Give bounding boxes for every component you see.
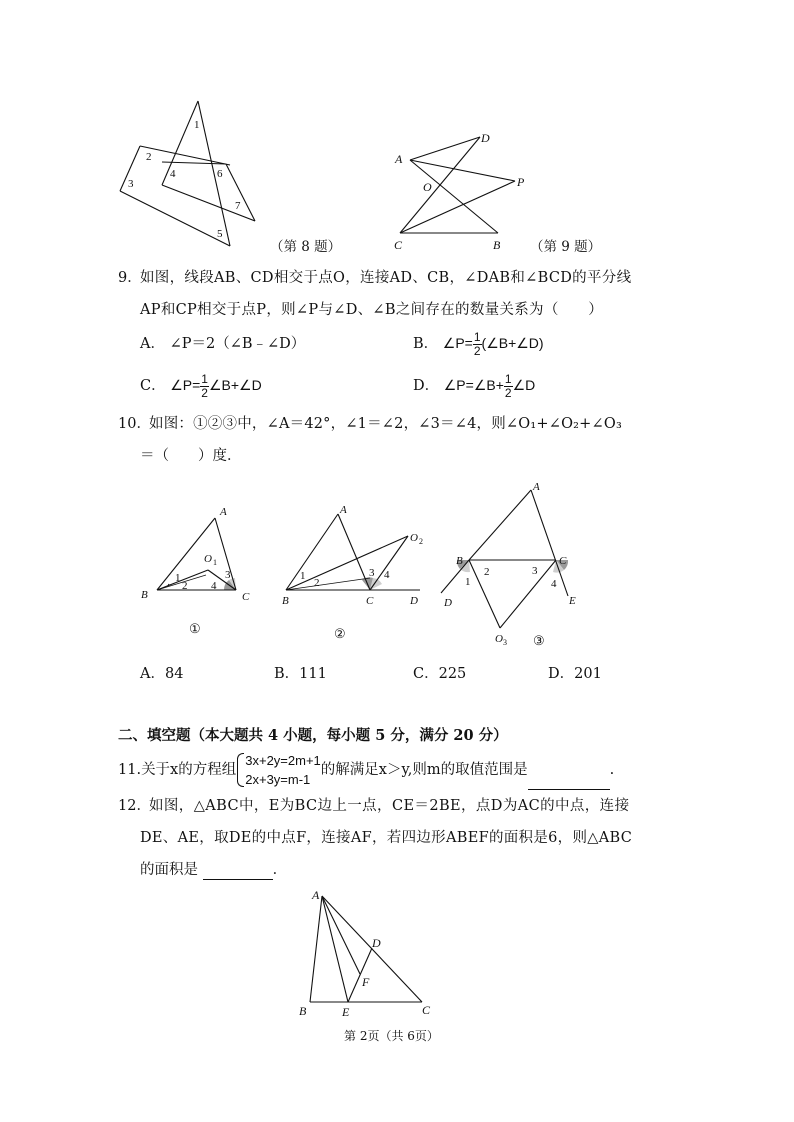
option-value: 111 <box>299 666 327 682</box>
fig10-2-label: O <box>410 532 418 544</box>
fig8-label: 4 <box>170 168 176 180</box>
page-footer: 第 2页（共 6页） <box>344 1029 439 1043</box>
q9-option-a[interactable] <box>140 334 305 354</box>
fig12-label: D <box>372 936 381 950</box>
option-label: B． <box>413 336 439 352</box>
q12-stem-line1: 如图，△ABC中，E为BC边上一点，CE＝2BE，点D为AC的中点，连接 <box>149 798 630 814</box>
figure-10-2 <box>278 500 428 645</box>
fig10-3-segment <box>531 490 568 596</box>
fig10-1-label: 1 <box>213 558 217 567</box>
figure-10-3 <box>436 478 596 653</box>
q9-stem-line1: 如图，线段AB、CD相交于点O，连接AD、CB，∠DAB和∠BCD的平分线 <box>140 270 632 286</box>
fig12-segment <box>322 896 348 1002</box>
q10-option-a[interactable] <box>140 664 183 684</box>
option-label: C． <box>140 378 166 394</box>
q11-suffix: 的解满足x＞y,则m的取值范围是 <box>320 762 528 778</box>
equation-1: 3x+2y=2m+1 <box>245 753 321 768</box>
option-value: 201 <box>574 666 602 682</box>
fig10-3-caption: ③ <box>533 633 545 648</box>
fig10-3-label: O <box>495 633 503 645</box>
figure-12 <box>296 884 446 1019</box>
fig8-label: 6 <box>217 168 223 180</box>
fig10-3-label: 4 <box>551 578 557 590</box>
fig8-segment <box>140 146 230 165</box>
fig10-1-label: A <box>220 506 227 518</box>
fig10-2-label: C <box>366 595 374 607</box>
fig12-segment <box>310 896 322 1002</box>
figure-9 <box>390 125 540 255</box>
fig12-label: E <box>342 1005 350 1019</box>
fig12-label: F <box>362 975 370 989</box>
option-text: ∠P＝2（∠B﹣∠D） <box>169 336 306 352</box>
fig8-label: 3 <box>128 178 134 190</box>
answer-blank[interactable] <box>528 771 610 790</box>
q10-option-c[interactable] <box>413 664 466 684</box>
fig10-2-label: 1 <box>300 570 306 582</box>
q12-number: 12． <box>118 798 151 814</box>
option-label: A． <box>140 336 165 352</box>
fraction-half: $\frac{1}{2}$ <box>473 329 481 358</box>
fig10-2-label: 4 <box>384 569 390 581</box>
fig9-label: O <box>423 180 432 194</box>
equation-2: 2x+3y=m-1 <box>245 772 311 787</box>
option-prefix: ∠P= <box>170 377 201 393</box>
fig8-segment <box>162 185 255 221</box>
option-value: 84 <box>164 666 184 682</box>
q9-option-d[interactable] <box>413 368 535 403</box>
fig10-2-caption: ② <box>334 626 346 641</box>
q10-option-d[interactable] <box>548 664 602 684</box>
fig10-3-label: 1 <box>465 576 471 588</box>
equation-system <box>236 751 321 789</box>
fig8-caption: （第 8 题） <box>270 239 342 255</box>
q9-option-b[interactable] <box>413 326 544 361</box>
fig8-label: 2 <box>146 151 152 163</box>
option-label: C． <box>413 666 439 682</box>
fig9-label: C <box>394 238 403 252</box>
figure-8 <box>110 95 290 255</box>
answer-blank[interactable] <box>203 861 273 880</box>
fig10-3-label: E <box>569 595 576 607</box>
q11-number: 11. <box>118 762 142 778</box>
fig8-segment <box>162 101 198 185</box>
fig10-3-label: B <box>456 555 463 567</box>
q10-stem-line1: 如图：①②③中，∠A＝42°，∠1＝∠2，∠3＝∠4，则∠O₁+∠O₂+∠O₃ <box>149 416 622 432</box>
fig10-3-segment <box>500 560 556 628</box>
fig10-2-label: B <box>282 595 289 607</box>
fig10-1-label: B <box>141 589 148 601</box>
fig10-3-segment <box>469 490 531 560</box>
option-suffix: ∠B+∠D <box>208 377 262 393</box>
fig10-1-label: 4 <box>211 580 217 592</box>
option-suffix: (∠B+∠D) <box>481 335 544 351</box>
fig10-2-label: 2 <box>419 537 423 546</box>
q11-end: . <box>609 762 615 778</box>
option-value: 225 <box>438 666 467 682</box>
fig10-2-label: 2 <box>314 577 320 589</box>
fig10-3-label: A <box>533 481 540 493</box>
fig10-3-label: C <box>559 555 567 567</box>
fig9-label: D <box>481 131 490 145</box>
fig10-1-label: 2 <box>182 580 188 592</box>
fig12-segment <box>322 896 360 974</box>
q9-number: 9． <box>118 270 142 286</box>
fig8-label: 5 <box>217 228 223 240</box>
section-title: 二、填空题（本大题共 4 小题，每小题 5 分，满分 20 分） <box>118 727 508 744</box>
fig10-1-label: O <box>204 553 212 565</box>
fig9-segment <box>410 137 480 160</box>
option-label: B． <box>274 666 300 682</box>
fig10-2-label: A <box>340 504 347 516</box>
q12-stem-line2: DE、AE，取DE的中点F，连接AF，若四边形ABEF的面积是6，则△ABC <box>140 830 633 846</box>
q10-number: 10． <box>118 416 151 432</box>
fig10-3-label: D <box>444 597 452 609</box>
fig10-1-caption: ① <box>189 621 201 636</box>
q11 <box>118 750 614 790</box>
option-suffix: ∠D <box>512 377 536 393</box>
option-label: D． <box>413 378 440 394</box>
q10-option-b[interactable] <box>274 664 327 684</box>
fig9-segment <box>400 137 480 233</box>
fraction-half: $\frac{1}{2}$ <box>504 371 512 400</box>
fig8-segment <box>198 101 230 246</box>
fig9-caption: （第 9 题） <box>530 239 602 255</box>
q11-prefix: 关于x的方程组 <box>141 762 237 778</box>
fig8-segment <box>226 164 255 221</box>
q10-stem-line2: ＝（ ）度． <box>140 448 242 464</box>
fig8-segment <box>120 191 230 246</box>
q9-option-c[interactable] <box>140 368 262 403</box>
option-prefix: ∠P= <box>442 335 473 351</box>
fig10-3-label: 2 <box>484 566 490 578</box>
fig8-label: 1 <box>194 119 200 131</box>
fig10-1-label: 3 <box>225 569 231 581</box>
fig9-segment <box>400 181 515 233</box>
fig10-3-label: 3 <box>532 565 538 577</box>
fig8-label: 7 <box>235 200 241 212</box>
q9-stem-line2: AP和CP相交于点P，则∠P与∠D、∠B之间存在的数量关系为（ ） <box>140 302 604 318</box>
option-label: D． <box>548 666 575 682</box>
fig9-segment <box>410 160 515 181</box>
option-prefix: ∠P=∠B+ <box>443 377 504 393</box>
fig9-label: B <box>493 238 501 252</box>
fig10-2-label: 3 <box>369 567 375 579</box>
fig10-3-label: 3 <box>503 638 507 647</box>
fig12-label: C <box>422 1003 431 1017</box>
fig9-label: P <box>517 175 525 189</box>
fig9-label: A <box>395 152 403 166</box>
fig10-1-label: C <box>242 591 250 603</box>
fig10-1-label: 1 <box>175 572 181 584</box>
q12-stem-line3: 的面积是 ． <box>140 862 288 878</box>
fig10-2-label: D <box>410 595 418 607</box>
fig12-label: A <box>312 888 320 902</box>
fig12-label: B <box>299 1004 307 1018</box>
fraction-half: $\frac{1}{2}$ <box>201 371 208 400</box>
figure-10-1 <box>138 500 268 640</box>
option-label: A． <box>140 666 165 682</box>
